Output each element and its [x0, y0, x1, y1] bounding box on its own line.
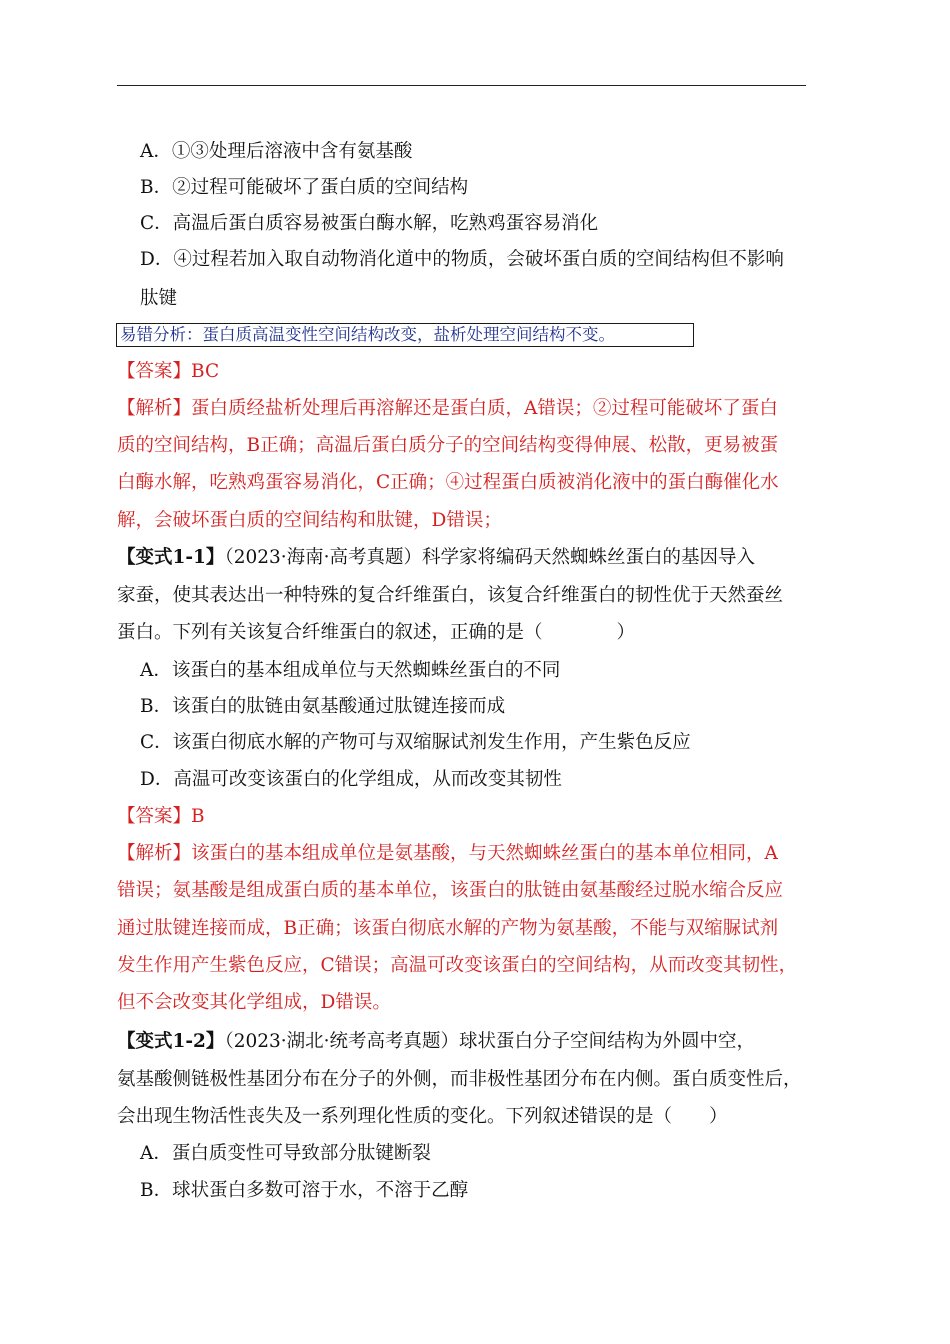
q1-option-d: D．④过程若加入取自动物消化道中的物质，会破坏蛋白质的空间结构但不影响 — [140, 249, 784, 270]
error-analysis-note: 易错分析：蛋白质高温变性空间结构改变，盐析处理空间结构不变。 — [116, 323, 694, 347]
v11-stem-first — [117, 545, 755, 571]
v12-option-a: A．蛋白质变性可导致部分肽键断裂 — [140, 1143, 431, 1164]
v11-stem-line: 蛋白。下列有关该复合纤维蛋白的叙述，正确的是（ ） — [117, 622, 636, 643]
q1-analysis-line: 【解析】蛋白质经盐析处理后再溶解还是蛋白质，A错误；②过程可能破坏了蛋白 — [117, 398, 778, 419]
q1-analysis-line: 白酶水解，吃熟鸡蛋容易消化，C正确；④过程蛋白质被消化液中的蛋白酶催化水 — [117, 472, 779, 493]
v12-stem-line: 会出现生物活性丧失及一系列理化性质的变化。下列叙述错误的是（ ） — [117, 1106, 728, 1127]
v11-analysis-line: 错误；氨基酸是组成蛋白质的基本单位，该蛋白的肽链由氨基酸经过脱水缩合反应 — [117, 880, 784, 901]
header-rule — [117, 85, 806, 86]
v12-stem-first — [117, 1029, 755, 1055]
v11-analysis-line: 但不会改变其化学组成，D错误。 — [117, 992, 391, 1013]
v12-stem-text: （2023·湖北·统考高考真题）球状蛋白分子空间结构为外圆中空， — [224, 1031, 756, 1052]
v11-option-a: A．该蛋白的基本组成单位与天然蜘蛛丝蛋白的不同 — [140, 660, 561, 681]
v11-analysis-line: 发生作用产生紫色反应，C错误；高温可改变该蛋白的空间结构，从而改变其韧性， — [117, 955, 798, 976]
v12-stem-line: 氨基酸侧链极性基团分布在分子的外侧，而非极性基团分布在内侧。蛋白质变性后， — [117, 1069, 802, 1090]
q1-option-c: C．高温后蛋白质容易被蛋白酶水解，吃熟鸡蛋容易消化 — [140, 213, 599, 234]
v12-option-b: B．球状蛋白多数可溶于水，不溶于乙醇 — [140, 1180, 469, 1201]
v11-stem-line: 家蚕，使其表达出一种特殊的复合纤维蛋白，该复合纤维蛋白的韧性优于天然蚕丝 — [117, 585, 784, 606]
v11-option-c: C．该蛋白彻底水解的产物可与双缩脲试剂发生作用，产生紫色反应 — [140, 732, 691, 753]
v12-tag: 【变式1-2】 — [117, 1031, 225, 1052]
q1-option-d-cont: 肽键 — [140, 288, 178, 309]
q1-option-a: A．①③处理后溶液中含有氨基酸 — [140, 141, 413, 162]
v11-stem-text: （2023·海南·高考真题）科学家将编码天然蜘蛛丝蛋白的基因导入 — [224, 547, 756, 568]
v11-tag: 【变式1-1】 — [117, 547, 225, 568]
v11-option-d: D．高温可改变该蛋白的化学组成，从而改变其韧性 — [140, 769, 562, 790]
q1-analysis-line: 解，会破坏蛋白质的空间结构和肽键，D错误； — [117, 510, 502, 531]
v11-answer: 【答案】B — [117, 806, 205, 827]
q1-option-b: B．②过程可能破坏了蛋白质的空间结构 — [140, 177, 469, 198]
v11-analysis-line: 【解析】该蛋白的基本组成单位是氨基酸，与天然蜘蛛丝蛋白的基本单位相同，A — [117, 843, 778, 864]
q1-answer: 【答案】BC — [117, 361, 220, 382]
v11-option-b: B．该蛋白的肽链由氨基酸通过肽键连接而成 — [140, 696, 506, 717]
v11-analysis-line: 通过肽键连接而成，B正确；该蛋白彻底水解的产物为氨基酸，不能与双缩脲试剂 — [117, 918, 779, 939]
q1-analysis-line: 质的空间结构，B正确；高温后蛋白质分子的空间结构变得伸展、松散，更易被蛋 — [117, 435, 779, 456]
